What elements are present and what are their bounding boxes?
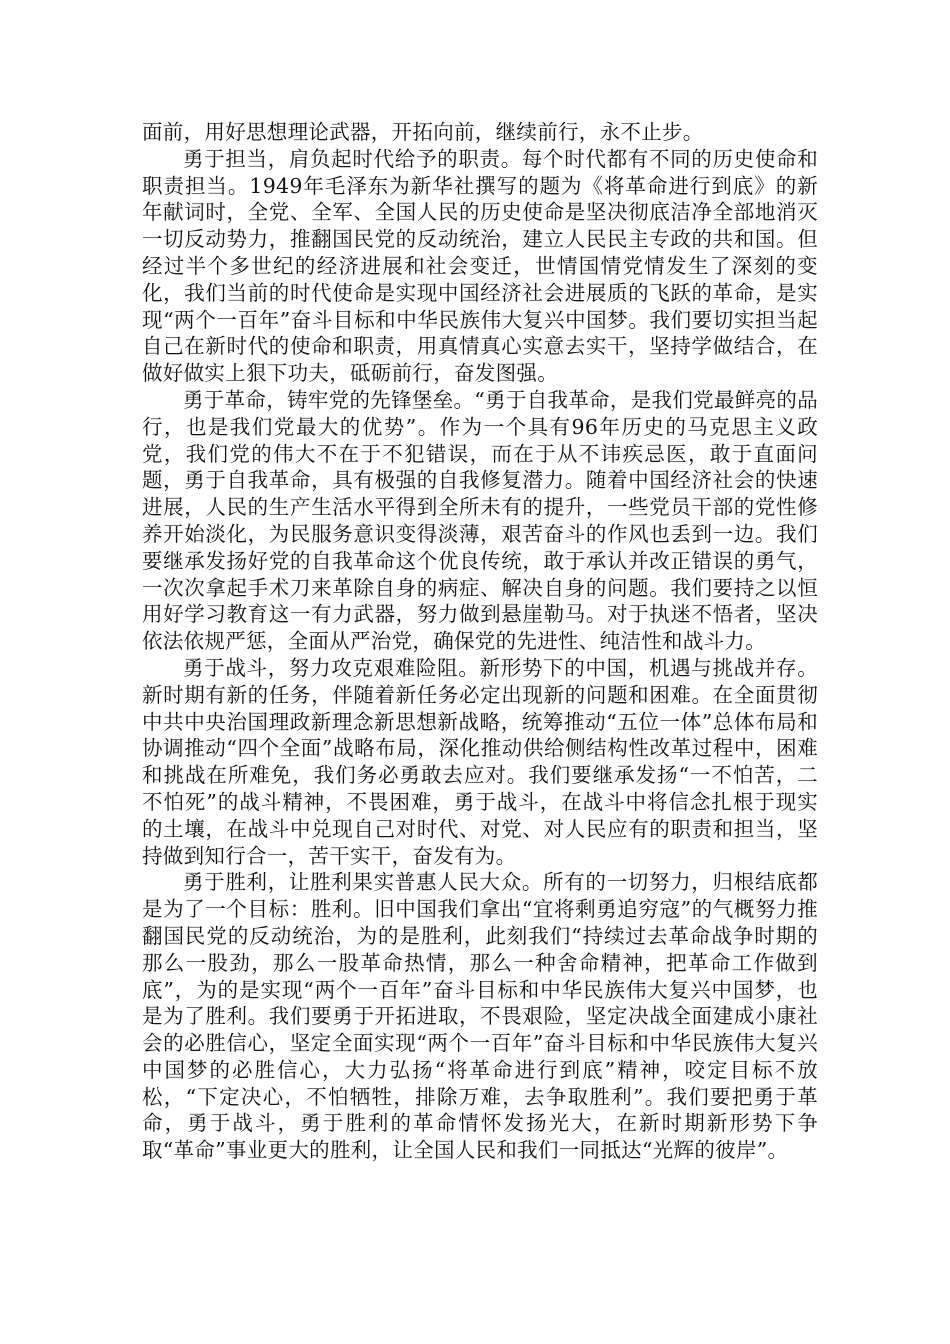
document-page bbox=[142, 119, 818, 1164]
paragraph-courage-responsibility: 勇于担当，肩负起时代给予的职责。每个时代都有不同的历史使命和职责担当。1949年毛泽东为新华社撰写的题为《将革命进行到底》的新年献词时，全党、全军、全国人民的历史使命是坚决彻底洁净全部地消灭一切反动势力，推翻国民党的反动统治，建立人民民主专政的共和国。但经过半个多世纪的经济进展和社会变迁，世情国情党情发生了深刻的变化，我们当前的时代使命是实现中国经济社会进展质的飞跃的革命，是实现“两个一百年”奋斗目标和中华民族伟大复兴中国梦。我们要切实担当起自己在新时代的使命和职责，用真情真心实意去实干，坚持学做结合，在做好做实上狠下功夫，砥砺前行，奋发图强。 bbox=[142, 146, 818, 386]
paragraph-continuation: 面前，用好思想理论武器，开拓向前，继续前行，永不止步。 bbox=[142, 120, 704, 144]
paragraph-courage-struggle: 勇于战斗，努力攻克艰难险阻。新形势下的中国，机遇与挑战并存。新时期有新的任务，伴随着新任务必定出现新的问题和困难。在全面贯彻中共中央治国理政新理念新思想新战略，统筹推动“五位一体”总体布局和协调推动“四个全面”战略布局，深化推动供给侧结构性改革过程中，困难和挑战在所难免，我们务必勇敢去应对。我们要继承发扬“一不怕苦，二不怕死”的战斗精神，不畏困难，勇于战斗，在战斗中将信念扎根于现实的土壤，在战斗中兑现自己对时代、对党、对人民应有的职责和担当，坚持做到知行合一，苦干实干，奋发有为。 bbox=[142, 655, 818, 868]
paragraph-courage-victory: 勇于胜利，让胜利果实普惠人民大众。所有的一切努力，归根结底都是为了一个目标：胜利。旧中国我们拿出“宜将剩勇追穷寇”的气概努力推翻国民党的反动统治，为的是胜利，此刻我们“持续过去革命战争时期的那么一股劲，那么一股革命热情，那么一种舍命精神，把革命工作做到底”，为的是实现“两个一百年”奋斗目标和中华民族伟大复兴中国梦，也是为了胜利。我们要勇于开拓进取，不畏艰险，坚定决战全面建成小康社会的必胜信心，坚定全面实现“两个一百年”奋斗目标和中华民族伟大复兴中国梦的必胜信心，大力弘扬“将革命进行到底”精神，咬定目标不放松，“下定决心，不怕牺牲，排除万难，去争取胜利”。我们要把勇于革命，勇于战斗，勇于胜利的革命情怀发扬光大，在新时期新形势下争取“革命”事业更大的胜利，让全国人民和我们一同抵达“光辉的彼岸”。 bbox=[142, 870, 818, 1163]
paragraph-courage-revolution: 勇于革命，铸牢党的先锋堡垒。“勇于自我革命，是我们党最鲜亮的品行，也是我们党最大的优势”。作为一个具有96年历史的马克思主义政党，我们党的伟大不在于不犯错误，而在于从不讳疾忌医，敢于直面问题，勇于自我革命，具有极强的自我修复潜力。随着中国经济社会的快速进展，人民的生产生活水平得到全所未有的提升，一些党员干部的党性修养开始淡化，为民服务意识变得淡薄，艰苦奋斗的作风也丢到一边。我们要继承发扬好党的自我革命这个优良传统，敢于承认并改正错误的勇气，一次次拿起手术刀来革除自身的病症、解决自身的问题。我们要持之以恒用好学习教育这一有力武器，努力做到悬崖勒马。对于执迷不悟者，坚决依法依规严惩，全面从严治党，确保党的先进性、纯洁性和战斗力。 bbox=[142, 387, 818, 654]
